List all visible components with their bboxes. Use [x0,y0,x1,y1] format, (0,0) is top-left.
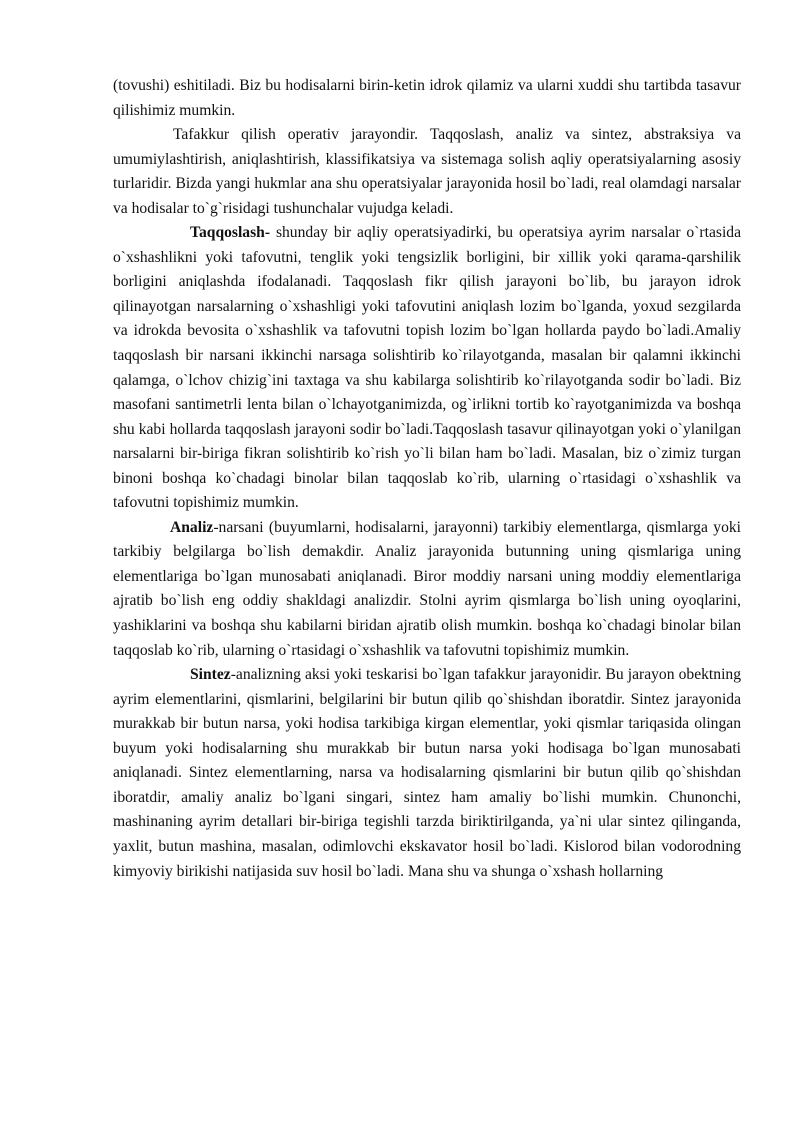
paragraph-taqqoslash [113,221,741,516]
document-page [113,74,741,884]
term-analiz: Analiz [170,518,214,536]
paragraph-text: Tafakkur qilish operativ jarayondir. Taqqoslash, analiz va sintez, abstraksiya va umumiylashtirish, aniqlashtirish, klassifikatsiya va sistemaga solish aqliy operatsiyalarning asosiy turlaridir. Bizda yangi hukmlar ana shu operatsiyalar jarayonida hosil bo`ladi, real olamdagi narsalar va hodisalar to`g`risidagi tushunchalar vujudga keladi. [113,126,741,217]
paragraph-text: (tovushi) eshitiladi. Biz bu hodisalarni birin-ketin idrok qilamiz va ularni xuddi shu tartibda tasavur qilishimiz mumkin. [113,77,741,119]
paragraph-text: -narsani (buyumlarni, hodisalarni, jarayonni) tarkibiy elementlarga, qismlarga yoki tarkibiy belgilarga bo`lish demakdir. Analiz jarayonida butunning uning qismlariga uning elementlariga bo`lgan munosabati aniqlanadi. Biror moddiy narsani uning moddiy elementlariga ajratib bo`lish eng oddiy shakldagi analizdir. Stolni ayrim qismlarga bo`lish uning oyoqlarini, yashiklarini va boshqa shu kabilarni biridan ajratib olish mumkin. boshqa ko`chadagi binolar bilan taqqoslab ko`rib, ularning o`rtasidagi o`xshashlik va tafovutni topishimiz mumkin. [113,518,741,659]
paragraph-analiz [113,516,741,663]
paragraph-intro [113,74,741,123]
paragraph-tafakkur [113,123,741,221]
paragraph-text: -analizning aksi yoki teskarisi bo`lgan tafakkur jarayonidir. Bu jarayon obektning ayrim elementlarini, qismlarini, belgilarini bir butun qilib qo`shishdan iboratdir. Sintez jarayonida murakkab bir butun narsa, yoki hodisa tarkibiga kirgan elementlar, yoki qismlar tariqasida olingan buyum yoki hodisalarning shu murakkab bir butun narsa yoki hodisaga bo`lgan munosabati aniqlanadi. Sintez elementlarning, narsa va hodisalarning qismlarini bir butun qilib qo`shishdan iboratdir, amaliy analiz bo`lgani singari, sintez ham amaliy bo`lishi mumkin. Chunonchi, mashinaning ayrim detallari bir-biriga tegishli tarzda biriktirilganda, ya`ni ular sintez qilinganda, yaxlit, butun mashina, masalan, odimlovchi ekskavator hosil bo`ladi. Kislorod bilan vodorodning kimyoviy birikishi natijasida suv hosil bo`ladi. Mana shu va shunga o`xshash hollarning [113,666,741,880]
paragraph-sintez [113,663,741,884]
term-taqqoslash: Taqqoslash- [190,224,271,242]
paragraph-text: shunday bir aqliy operatsiyadirki, bu operatsiya ayrim narsalar o`rtasida o`xshashlikni yoki tafovutni, tenglik yoki tengsizlik borligini, bir xillik yoki qarama-qarshilik borligini aniqlashda ifodalanadi. Taqqoslash fikr qilish jarayoni bo`lib, bu jarayon idrok qilinayotgan narsalarning o`xshashligi yoki tafovutini aniqlash lozim bo`lganda, yoxud sezgilarda va idrokda bevosita o`xshashlik va tafovutni topish lozim bo`lgan hollarda paydo bo`ladi.Amaliy taqqoslash bir narsani ikkinchi narsaga solishtirib ko`rilayotganda, masalan bir qalamni ikkinchi qalamga, o`lchov chizig`ini taxtaga va shu kabilarga solishtirib ko`rilayotganda sodir bo`ladi. Biz masofani santimetrli lenta bilan o`lchayotganimizda, og`irlikni tortib ko`rayotganimizda va boshqa shu kabi hollarda taqqoslash jarayoni sodir bo`ladi.Taqqoslash tasavur qilinayotgan yoki o`ylanilgan narsalarni bir-biriga fikran solishtirib ko`rish yo`li bilan ham bo`ladi. Masalan, biz o`zimiz turgan binoni boshqa ko`chadagi binolar bilan taqqoslab ko`rib, ularning o`rtasidagi o`xshashlik va tafovutni topishimiz mumkin. [113,224,741,512]
term-sintez: Sintez [190,666,231,684]
